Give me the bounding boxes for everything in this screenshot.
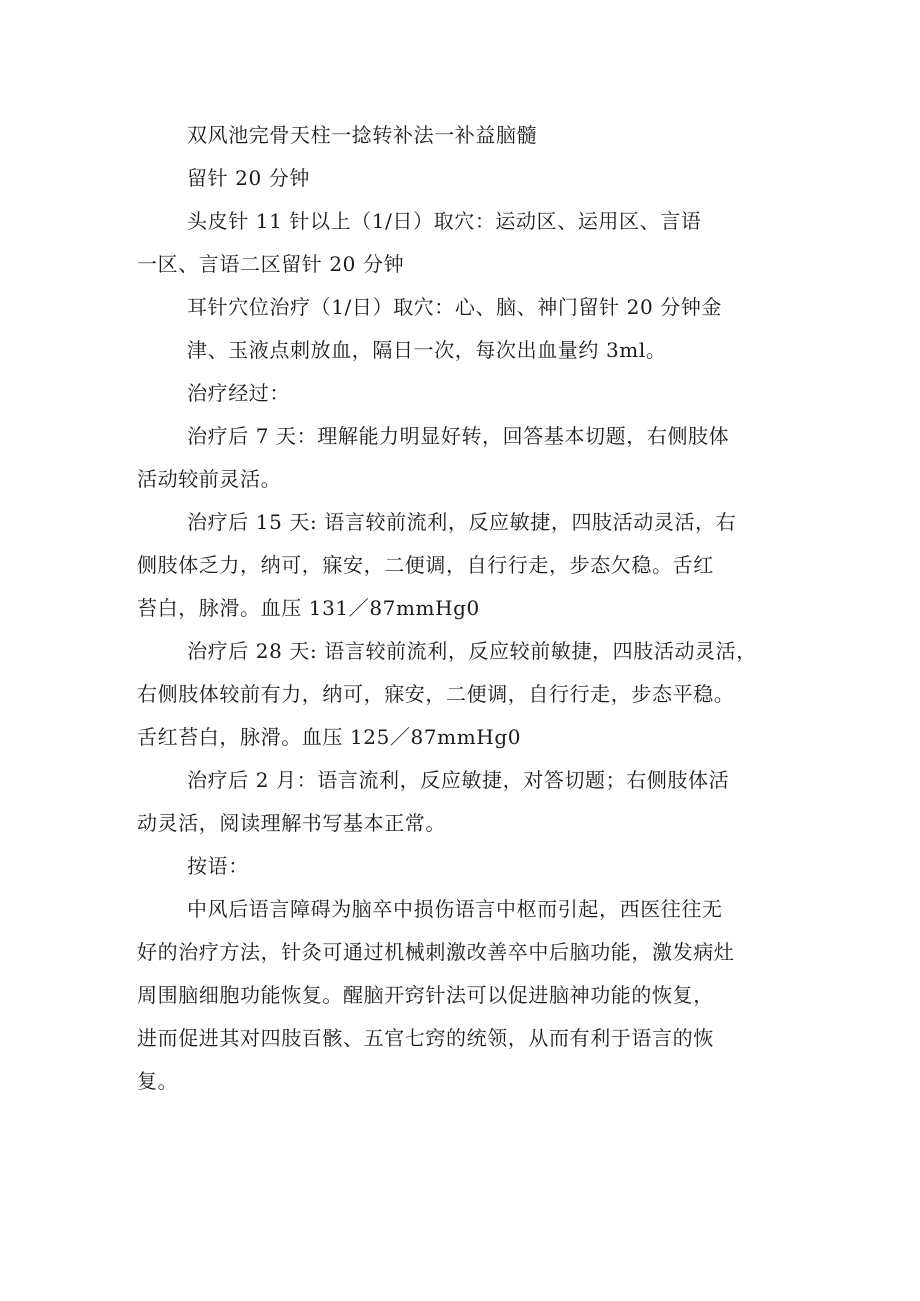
text-line: 动灵活，阅读理解书写基本正常。 xyxy=(137,811,446,835)
text-line: 治疗后 2 月：语言流利，反应敏捷，对答切题；右侧肢体活 xyxy=(187,768,730,792)
text-line: 苔白，脉滑。血压 131／87mmHg0 xyxy=(137,596,480,620)
text-line: 留针 20 分钟 xyxy=(187,166,310,190)
section-heading: 治疗经过： xyxy=(187,381,290,405)
text-line: 头皮针 11 针以上（1/日）取穴：运动区、运用区、言语 xyxy=(187,209,702,233)
text-line: 双风池完骨天柱一捻转补法一补益脑髓 xyxy=(187,123,538,147)
text-line: 右侧肢体较前有力，纳可，寐安，二便调，自行行走，步态平稳。 xyxy=(137,682,735,706)
text-line: 舌红苔白，脉滑。血压 125／87mmHg0 xyxy=(137,725,522,749)
text-line: 耳针穴位治疗（1/日）取穴：心、脑、神门留针 20 分钟金 xyxy=(187,295,723,319)
document-body xyxy=(137,114,813,1103)
text-line: 周围脑细胞功能恢复。醒脑开窍针法可以促进脑神功能的恢复， xyxy=(137,983,714,1007)
text-line: 治疗后 7 天：理解能力明显好转，回答基本切题，右侧肢体 xyxy=(187,424,730,448)
text-line: 津、玉液点刺放血，隔日一次，每次出血量约 3ml。 xyxy=(187,338,667,362)
text-line: 治疗后 28 天: 语言较前流利，反应较前敏捷，四肢活动灵活， xyxy=(187,639,757,663)
text-line: 进而促进其对四肢百骸、五官七窍的统领，从而有利于语言的恢 xyxy=(137,1026,714,1050)
text-line: 中风后语言障碍为脑卒中损伤语言中枢而引起，西医往往无 xyxy=(187,897,723,921)
text-line: 侧肢体乏力，纳可，寐安，二便调，自行行走，步态欠稳。舌红 xyxy=(137,553,714,577)
text-line: 复。 xyxy=(137,1069,179,1093)
section-heading: 按语： xyxy=(187,854,249,878)
text-line: 一区、言语二区留针 20 分钟 xyxy=(137,252,405,276)
text-line: 活动较前灵活。 xyxy=(137,467,282,491)
text-line: 好的治疗方法，针灸可通过机械刺激改善卒中后脑功能，激发病灶 xyxy=(137,940,735,964)
text-line: 治疗后 15 天: 语言较前流利，反应敏捷，四肢活动灵活，右 xyxy=(187,510,737,534)
